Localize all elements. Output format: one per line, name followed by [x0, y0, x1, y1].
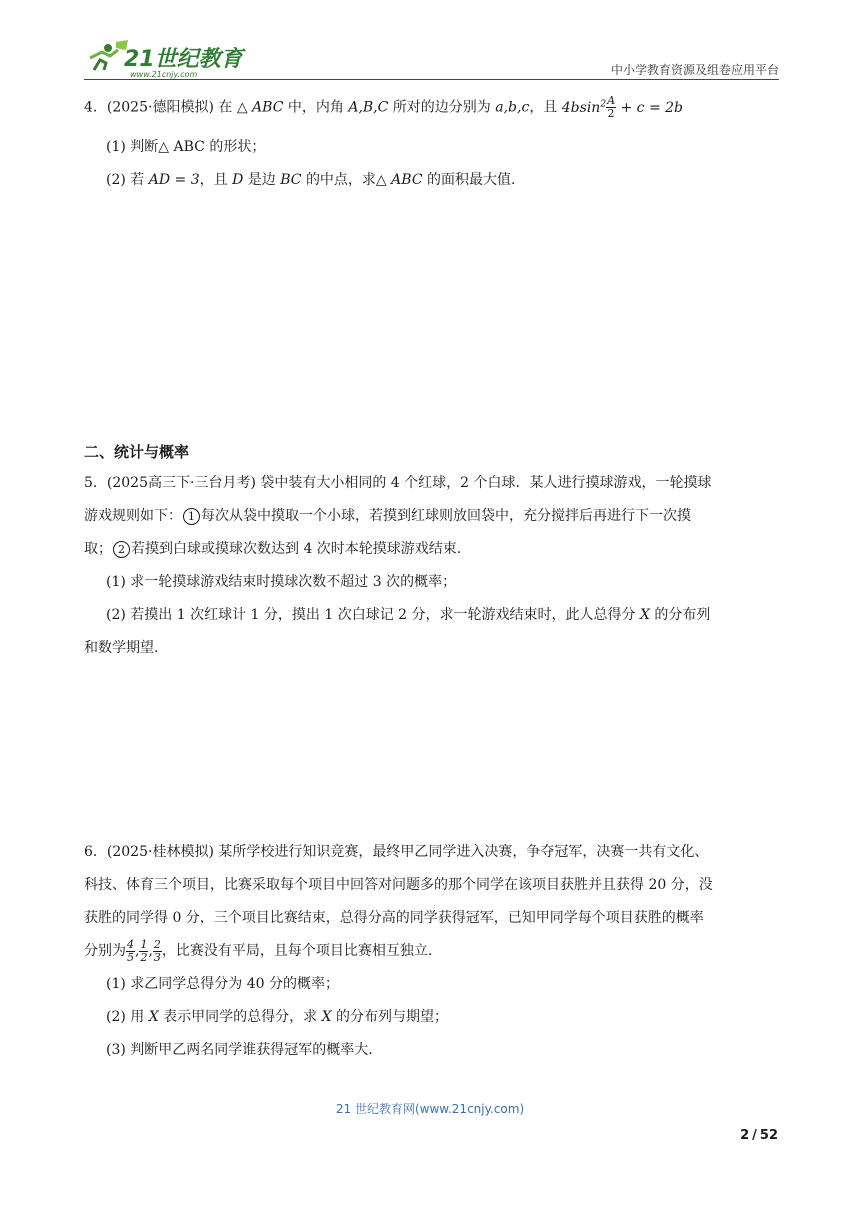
site-logo	[84, 36, 254, 80]
equation: 4bsin$^2$ $\frac{A}{2}$ + c = 2b	[561, 94, 683, 121]
fraction: $\frac{1}{2}$	[140, 937, 148, 964]
logo-runner-icon	[84, 36, 254, 80]
question-4-part-2: (2) 若 AD = 3，且 D 是边 BC 的中点，求△ ABC 的面积最大值.	[106, 171, 516, 188]
fraction: $\frac{4}{5}$	[127, 937, 134, 964]
circled-number-1: 1	[183, 508, 200, 525]
question-6-part-3: (3) 判断甲乙两名同学谁获得冠军的概率大.	[106, 1042, 373, 1058]
question-5-part-2: (2) 若摸出 1 次红球计 1 分，摸出 1 次白球记 2 分，求一轮游戏结束时，此人总得分 X 的分布列	[106, 607, 711, 623]
section-title: 二、统计与概率	[84, 443, 190, 461]
page-header	[84, 36, 779, 80]
question-5: 5．(2025高三下·三台月考) 袋中装有大小相同的 4 个红球，2 个白球．某人进行摸球游戏，一轮摸球 游戏规则如下： 1 每次从袋中摸取一个小球，若摸到红球则放回袋中，充分搅拌后再进行下一次摸 取； 2 若摸到白球或摸球次数达到 4 次时本轮摸球游戏结束. (1) 求一轮摸球游戏结束时摸球次数不超过 3 次的概率； (2) 若摸出 1 次红球计 1 分，摸出 1 次白球记 2 分，求一轮游戏结束时，此人总得分 X 的分布列 和数学期望.	[84, 467, 780, 665]
fraction: $\frac{2}{3}$	[153, 937, 161, 964]
question-6-part-2: (2) 用 X 表示甲同学的总得分，求 X 的分布列与期望；	[106, 1009, 449, 1025]
header-divider	[84, 79, 779, 80]
question-6-part-1: (1) 求乙同学总得分为 40 分的概率；	[106, 976, 339, 992]
page-number: 2 / 52	[740, 1128, 778, 1143]
question-4	[84, 88, 780, 197]
footer-site-link[interactable]: 21 世纪教育网(www.21cnjy.com)	[335, 1102, 525, 1116]
svg-text:www.21cnjy.com: www.21cnjy.com	[130, 70, 198, 79]
question-5-part-1: (1) 求一轮摸球游戏结束时摸球次数不超过 3 次的概率；	[106, 574, 457, 590]
platform-label: 中小学教育资源及组卷应用平台	[610, 63, 779, 77]
question-4-stem: 4．(2025·德阳模拟) 在 △ ABC 中，内角 A,B,C 所对的边分别为 a,b,c，且 4bsin$^2$ $\frac{A}{2}$ + c = 2b	[84, 94, 683, 121]
svg-text:21世纪教育: 21世纪教育	[124, 47, 243, 72]
circled-number-2: 2	[113, 541, 130, 558]
question-4-part-1: (1) 判断△ ABC 的形状；	[106, 138, 266, 155]
question-6: 6．(2025·桂林模拟) 某所学校进行知识竞赛，最终甲乙同学进入决赛，争夺冠军，决赛一共有文化、 科技、体育三个项目，比赛采取每个项目中回答对问题多的那个同学在该项目获胜并且获得 20 分，没 获胜的同学得 0 分，三个项目比赛结束，总得分高的同学获得冠军，已知甲同学每个项目获胜的概率 分别为 $\frac{4}{5}$ , $\frac{1}{2}$ , $\frac{2}{3}$ ，比赛没有平局，且每个项目比赛相互独立. (1) 求乙同学总得分为 40 分的概率； (2) 用 X 表示甲同学的总得分，求 X 的分布列与期望； (3) 判断甲乙两名同学谁获得冠军的概率大.	[84, 836, 780, 1067]
